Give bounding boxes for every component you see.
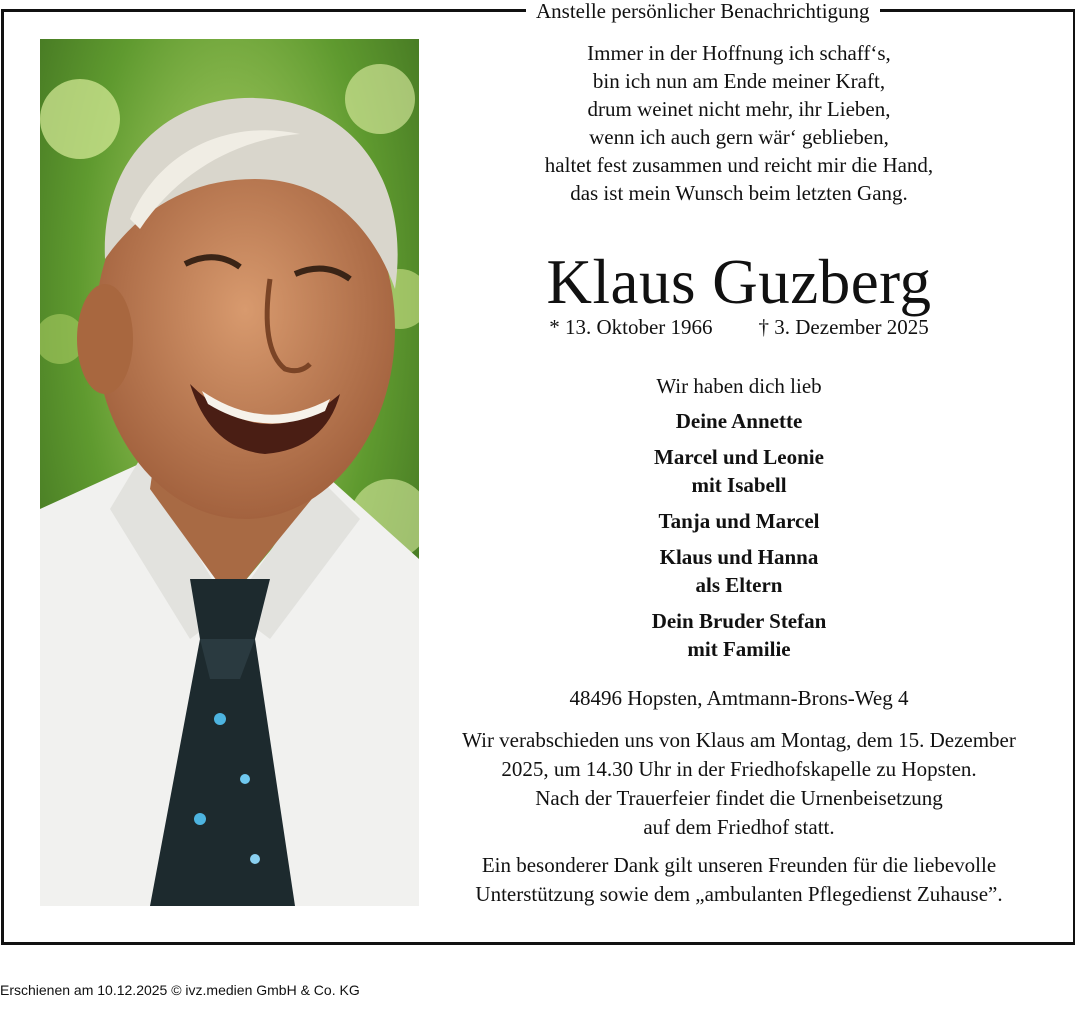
mourner-group xyxy=(434,507,1044,535)
mourner-group xyxy=(434,407,1044,435)
mourner-line: Dein Bruder Stefan xyxy=(651,609,827,633)
poem-line: haltet fest zusammen und reicht mir die Hand, xyxy=(544,153,934,177)
thanks-line: Ein besonderer Dank gilt unseren Freunden für die liebevolle xyxy=(481,853,997,877)
mourners-list xyxy=(434,407,1044,663)
portrait-photo xyxy=(40,39,419,906)
ceremony-line: auf dem Friedhof statt. xyxy=(643,815,835,839)
mourner-group xyxy=(434,607,1044,663)
mourner-line: Klaus und Hanna xyxy=(659,545,819,569)
ceremony-info xyxy=(434,726,1044,842)
deceased-name: Klaus Guzberg xyxy=(546,247,932,317)
publication-footer: Erschienen am 10.12.2025 © ivz.medien GmbH & Co. KG xyxy=(0,982,360,998)
birth-date: * 13. Oktober 1966 xyxy=(549,315,713,339)
poem-line: wenn ich auch gern wär‘ geblieben, xyxy=(589,125,889,149)
poem-line: Immer in der Hoffnung ich schaff‘s, xyxy=(587,41,891,65)
mourner-group xyxy=(434,543,1044,599)
poem xyxy=(434,39,1044,207)
ceremony-line: Wir verabschieden uns von Klaus am Montag, dem 15. Dezember xyxy=(462,728,1016,752)
life-dates xyxy=(434,314,1044,340)
poem-line: bin ich nun am Ende meiner Kraft, xyxy=(592,69,886,93)
mourner-line: mit Familie xyxy=(687,637,791,661)
family-address: 48496 Hopsten, Amtmann-Brons-Weg 4 xyxy=(569,686,909,710)
ceremony-line: 2025, um 14.30 Uhr in der Friedhofskapelle zu Hopsten. xyxy=(501,757,977,781)
death-date: † 3. Dezember 2025 xyxy=(758,315,929,339)
ceremony-line: Nach der Trauerfeier findet die Urnenbeisetzung xyxy=(535,786,943,810)
poem-line: das ist mein Wunsch beim letzten Gang. xyxy=(570,181,908,205)
mourner-line: als Eltern xyxy=(695,573,783,597)
mourner-group xyxy=(434,443,1044,499)
mourner-line: mit Isabell xyxy=(691,473,787,497)
poem-line: drum weinet nicht mehr, ihr Lieben, xyxy=(587,97,891,121)
love-line: Wir haben dich lieb xyxy=(656,374,822,398)
notice-header: Anstelle persönlicher Benachrichtigung xyxy=(526,0,880,24)
notice-frame xyxy=(1,0,1075,945)
notice-text-column xyxy=(434,39,1044,909)
mourner-line: Marcel und Leonie xyxy=(654,445,824,469)
portrait-illustration xyxy=(40,39,419,906)
thanks-note xyxy=(434,851,1044,909)
thanks-line: Unterstützung sowie dem „ambulanten Pflegedienst Zuhause”. xyxy=(475,882,1003,906)
mourner-line: Deine Annette xyxy=(675,409,803,433)
mourner-line: Tanja und Marcel xyxy=(658,509,820,533)
